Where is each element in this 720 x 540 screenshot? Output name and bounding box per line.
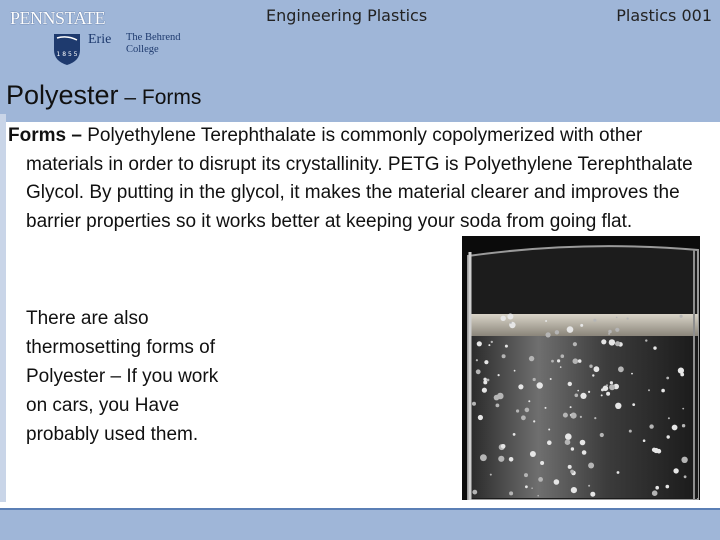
bubble — [615, 328, 619, 332]
bubble — [643, 439, 646, 442]
bubble — [561, 354, 565, 358]
bubble — [529, 356, 534, 361]
bubble — [588, 485, 590, 487]
bubble — [494, 395, 500, 401]
bubble — [593, 319, 596, 322]
bubble — [540, 461, 544, 465]
bubble — [666, 485, 670, 489]
bubble — [487, 379, 490, 382]
bubble — [472, 402, 476, 406]
bubble — [568, 465, 572, 469]
bubble — [580, 324, 583, 327]
bubble — [545, 407, 547, 409]
bubble — [653, 346, 656, 349]
bubble — [480, 454, 487, 461]
logo-year: 1 8 5 5 — [56, 51, 78, 58]
bubble — [571, 447, 574, 450]
bubble — [649, 424, 653, 428]
bubble — [615, 341, 620, 346]
bubble — [498, 374, 500, 376]
bubble — [580, 416, 582, 418]
bubble — [501, 316, 506, 321]
bubble — [672, 425, 678, 431]
bubble — [594, 417, 596, 419]
bubble — [682, 408, 684, 410]
bubble — [560, 366, 562, 368]
bubble — [577, 390, 579, 392]
shield-icon — [52, 32, 82, 66]
bubble — [531, 487, 533, 489]
bubble — [582, 450, 587, 455]
bubble — [606, 392, 610, 396]
bubble — [482, 388, 487, 393]
bubble — [490, 474, 492, 476]
bubble — [509, 457, 514, 462]
bubble — [568, 382, 572, 386]
bubble — [594, 366, 600, 372]
bubble — [681, 457, 687, 463]
bubble — [477, 341, 482, 346]
bubble — [600, 433, 604, 437]
bubble — [618, 366, 624, 372]
bubble — [476, 369, 481, 374]
bubble — [580, 393, 586, 399]
bubble — [680, 315, 683, 318]
bubble — [592, 374, 594, 376]
bubble — [483, 380, 487, 384]
bubble — [545, 320, 547, 322]
bubble — [573, 342, 577, 346]
bubble — [507, 314, 513, 320]
bubble — [472, 490, 477, 495]
bubble — [609, 339, 615, 345]
penn-state-behrend-logo — [8, 6, 186, 72]
bubble — [551, 360, 554, 363]
bubble — [501, 444, 506, 449]
bubble — [609, 384, 615, 390]
bubble — [533, 420, 535, 422]
bubble — [570, 414, 572, 416]
bubble — [537, 382, 543, 388]
bubble — [655, 486, 659, 490]
bubble — [606, 384, 608, 386]
bubble — [601, 339, 606, 344]
bubble — [616, 317, 618, 319]
bubble — [682, 424, 685, 427]
bubble — [525, 485, 528, 488]
bubble — [478, 415, 483, 420]
bubble — [603, 386, 609, 392]
bubble — [654, 448, 659, 453]
bubble — [530, 451, 536, 457]
bubble — [498, 456, 504, 462]
soda-glass-illustration — [462, 236, 700, 500]
bubble — [546, 332, 551, 337]
bubble — [513, 433, 516, 436]
bubble — [666, 377, 669, 380]
bubble — [627, 318, 629, 320]
bubble — [488, 344, 490, 346]
bubble — [608, 330, 612, 334]
bubble — [538, 477, 543, 482]
bubble — [483, 378, 486, 381]
bubble — [573, 358, 579, 364]
bubble — [652, 490, 658, 496]
bubble — [678, 368, 684, 374]
bubble — [524, 473, 528, 477]
soda-glass-photo — [462, 236, 700, 500]
bubble — [589, 365, 592, 368]
bubble — [563, 413, 568, 418]
bubble — [537, 495, 539, 497]
bubble — [631, 373, 633, 375]
bubble — [570, 406, 572, 408]
bubble — [615, 403, 621, 409]
bubble — [502, 354, 506, 358]
left-accent-rule — [0, 114, 6, 502]
bubble — [661, 389, 665, 393]
bubble — [533, 378, 536, 381]
bubble — [667, 435, 670, 438]
bubble — [673, 468, 678, 473]
bubble — [608, 333, 610, 335]
bubble — [510, 322, 512, 324]
bubble — [570, 413, 576, 419]
body-paragraph — [8, 122, 712, 236]
bubble — [505, 345, 508, 348]
logo-college: The Behrend College — [126, 32, 181, 55]
body-lead: Forms – — [8, 125, 88, 146]
bubble — [578, 359, 582, 363]
bubble — [610, 381, 613, 384]
bubble — [567, 326, 574, 333]
bubble — [588, 391, 590, 393]
logo-wordmark: PENNSTATE — [10, 8, 106, 28]
course-title: Engineering Plastics — [266, 6, 428, 25]
bubble — [645, 339, 647, 341]
bubble — [525, 408, 530, 413]
bubble — [571, 487, 577, 493]
bubble — [648, 389, 650, 391]
bubble — [528, 400, 530, 402]
bubble — [590, 492, 595, 497]
bubble — [632, 403, 635, 406]
bubble — [570, 470, 574, 474]
side-paragraph: There are also thermosetting forms of Polyester – If you work on cars, you Have probably used them. — [26, 308, 219, 445]
bubble — [491, 341, 493, 343]
bubble — [565, 433, 572, 440]
bubble — [601, 394, 603, 396]
slide-title-sub: – Forms — [118, 86, 202, 109]
bubble — [565, 439, 571, 445]
bubble — [557, 359, 560, 362]
bubble — [484, 360, 488, 364]
slide-title-main: Polyester — [6, 80, 119, 110]
bubble — [550, 378, 552, 380]
bubble — [617, 471, 620, 474]
slide-title — [6, 80, 201, 111]
bubble — [588, 463, 594, 469]
bubble — [575, 394, 579, 398]
footer-band — [0, 510, 720, 540]
bubble — [547, 440, 552, 445]
body-text: Polyethylene Terephthalate is commonly copolymerized with other materials in order to disrupt its crystallinity. PETG is Polyethylene Terephthalate Glycol. By putting in the glycol, it makes the material clearer and improves the barrier properties so it works better at keeping your soda from going flat. — [26, 125, 693, 232]
bubble — [554, 479, 560, 485]
course-code: Plastics 001 — [616, 6, 712, 25]
bubble — [496, 404, 500, 408]
bubble — [509, 491, 513, 495]
logo-campus: Erie — [88, 32, 112, 47]
bubble — [476, 359, 478, 361]
bubble — [580, 440, 586, 446]
bubble — [518, 384, 523, 389]
bubble — [629, 430, 632, 433]
bubble — [548, 429, 550, 431]
bubble — [555, 330, 559, 334]
bubble — [668, 417, 670, 419]
bubble — [516, 409, 519, 412]
bubble — [684, 475, 687, 478]
bubble — [514, 370, 516, 372]
bubble — [521, 415, 526, 420]
